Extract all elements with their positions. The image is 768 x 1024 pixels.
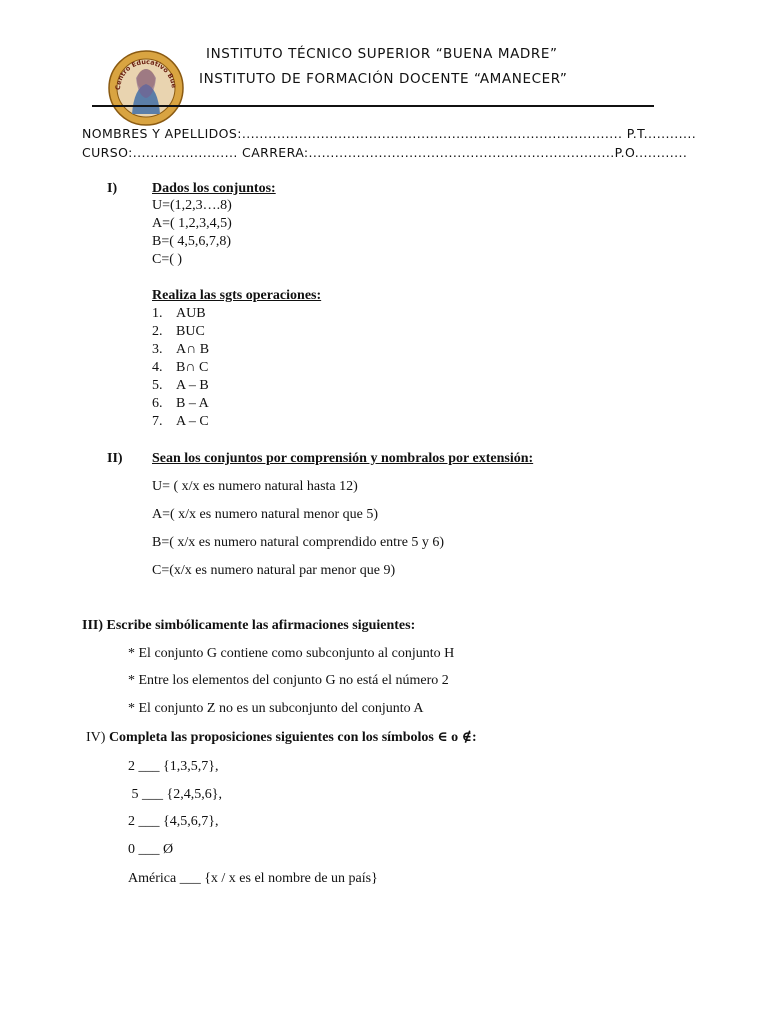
course-field-line: CURSO:........................ CARRERA:......................................................................P.O............ [82, 145, 688, 160]
section-3-title: III) Escribe simbólicamente las afirmaciones siguientes: [82, 618, 416, 633]
section-4-title: Completa las proposiciones siguientes con los símbolos ∈ o ∉: [108, 730, 477, 745]
institute-name-1: INSTITUTO TÉCNICO SUPERIOR “BUENA MADRE” [206, 46, 558, 62]
set-b: B=( 4,5,6,7,8) [152, 234, 232, 249]
proposition-item: América ___ {x / x es el nombre de un país} [128, 871, 378, 886]
proposition-item: 2 ___ {1,3,5,7}, [128, 759, 219, 774]
statement-item: * Entre los elementos del conjunto G no está el número 2 [128, 673, 449, 688]
name-field-line: NOMBRES Y APELLIDOS:....................................................................................... P.T............ [82, 126, 697, 141]
statement-item: * El conjunto Z no es un subconjunto del conjunto A [128, 701, 424, 716]
operations-title: Realiza las sgts operaciones: [152, 288, 322, 303]
comprehension-set: A=( x/x es numero natural menor que 5) [152, 507, 378, 522]
section-2-title: Sean los conjuntos por comprensión y nombralos por extensión: [152, 451, 534, 466]
proposition-item: 0 ___ Ø [128, 842, 174, 857]
set-c: C=( ) [152, 252, 183, 267]
operation-item: 5. A – B [152, 378, 209, 393]
comprehension-set: B=( x/x es numero natural comprendido entre 5 y 6) [152, 535, 445, 550]
proposition-item: 5 ___ {2,4,5,6}, [128, 787, 222, 802]
operation-item: 4. B∩ C [152, 360, 209, 375]
operation-item: 7. A – C [152, 414, 209, 429]
section-4-heading [86, 729, 477, 747]
section-2-number: II) [107, 451, 123, 466]
set-u: U=(1,2,3….8) [152, 198, 232, 213]
operation-item: 1. AUB [152, 306, 206, 321]
logo-text: Centro Educativo Bue [113, 57, 178, 91]
school-logo [108, 50, 184, 126]
operation-item: 3. A∩ B [152, 342, 210, 357]
section-4-number: IV) [86, 730, 106, 745]
comprehension-set: U= ( x/x es numero natural hasta 12) [152, 479, 358, 494]
proposition-item: 2 ___ {4,5,6,7}, [128, 814, 219, 829]
set-a: A=( 1,2,3,4,5) [152, 216, 232, 231]
operation-item: 2. BUC [152, 324, 205, 339]
operation-item: 6. B – A [152, 396, 209, 411]
header-divider [92, 105, 654, 107]
section-1-number: I) [107, 181, 118, 196]
institute-name-2: INSTITUTO DE FORMACIÓN DOCENTE “AMANECER” [199, 71, 568, 87]
statement-item: * El conjunto G contiene como subconjunto al conjunto H [128, 646, 455, 661]
comprehension-set: C=(x/x es numero natural par menor que 9) [152, 563, 396, 578]
section-1-title: Dados los conjuntos: [152, 181, 276, 196]
